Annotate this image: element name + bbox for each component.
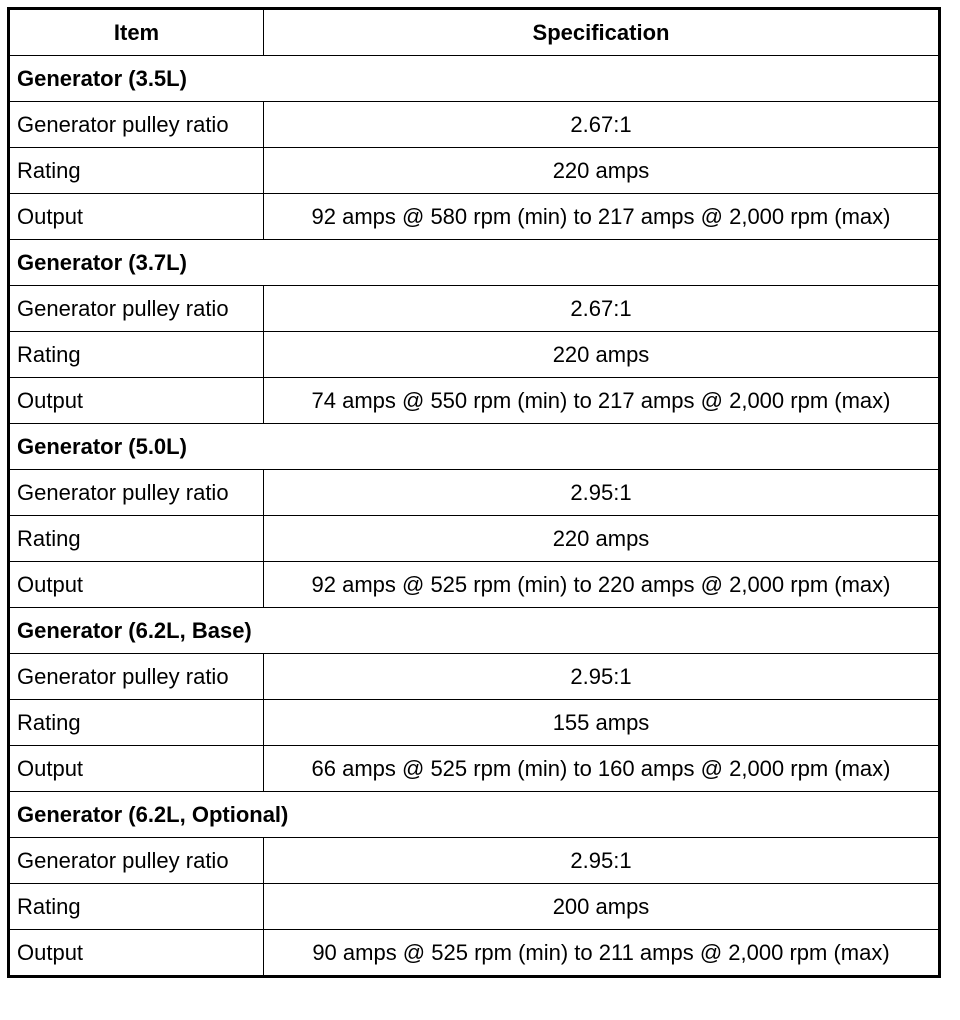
item-cell: Output (9, 378, 264, 424)
spec-cell: 2.67:1 (264, 102, 940, 148)
table-row (9, 930, 940, 977)
item-cell: Generator pulley ratio (9, 470, 264, 516)
item-cell: Generator pulley ratio (9, 838, 264, 884)
table-row (9, 286, 940, 332)
table-row (9, 884, 940, 930)
spec-cell: 155 amps (264, 700, 940, 746)
spec-cell: 90 amps @ 525 rpm (min) to 211 amps @ 2,000 rpm (max) (264, 930, 940, 977)
spec-cell: 220 amps (264, 516, 940, 562)
table-row (9, 378, 940, 424)
group-title: Generator (3.7L) (9, 240, 940, 286)
item-cell: Output (9, 930, 264, 977)
group-title: Generator (3.5L) (9, 56, 940, 102)
spec-cell: 2.95:1 (264, 470, 940, 516)
spec-cell: 2.67:1 (264, 286, 940, 332)
spec-cell: 74 amps @ 550 rpm (min) to 217 amps @ 2,000 rpm (max) (264, 378, 940, 424)
spec-cell: 200 amps (264, 884, 940, 930)
group-header-row (9, 792, 940, 838)
item-cell: Generator pulley ratio (9, 102, 264, 148)
table-row (9, 700, 940, 746)
item-cell: Rating (9, 700, 264, 746)
table-row (9, 148, 940, 194)
table-header-row (9, 9, 940, 56)
spec-cell: 66 amps @ 525 rpm (min) to 160 amps @ 2,000 rpm (max) (264, 746, 940, 792)
group-header-row (9, 240, 940, 286)
specification-column-header: Specification (264, 9, 940, 56)
item-cell: Generator pulley ratio (9, 654, 264, 700)
group-header-row (9, 608, 940, 654)
table-row (9, 746, 940, 792)
item-cell: Rating (9, 148, 264, 194)
spec-cell: 92 amps @ 580 rpm (min) to 217 amps @ 2,000 rpm (max) (264, 194, 940, 240)
group-title: Generator (5.0L) (9, 424, 940, 470)
table-row (9, 470, 940, 516)
table-row (9, 654, 940, 700)
spec-cell: 220 amps (264, 148, 940, 194)
item-cell: Generator pulley ratio (9, 286, 264, 332)
spec-cell: 2.95:1 (264, 654, 940, 700)
item-cell: Rating (9, 332, 264, 378)
spec-cell: 92 amps @ 525 rpm (min) to 220 amps @ 2,000 rpm (max) (264, 562, 940, 608)
spec-cell: 220 amps (264, 332, 940, 378)
group-header-row (9, 424, 940, 470)
item-cell: Rating (9, 884, 264, 930)
table-row (9, 102, 940, 148)
item-cell: Output (9, 746, 264, 792)
table-row (9, 562, 940, 608)
group-title: Generator (6.2L, Optional) (9, 792, 940, 838)
table-row (9, 516, 940, 562)
item-cell: Output (9, 194, 264, 240)
table-row (9, 332, 940, 378)
group-title: Generator (6.2L, Base) (9, 608, 940, 654)
table-row (9, 838, 940, 884)
spec-cell: 2.95:1 (264, 838, 940, 884)
table-row (9, 194, 940, 240)
item-cell: Rating (9, 516, 264, 562)
item-column-header: Item (9, 9, 264, 56)
item-cell: Output (9, 562, 264, 608)
generator-spec-table (7, 7, 941, 978)
group-header-row (9, 56, 940, 102)
